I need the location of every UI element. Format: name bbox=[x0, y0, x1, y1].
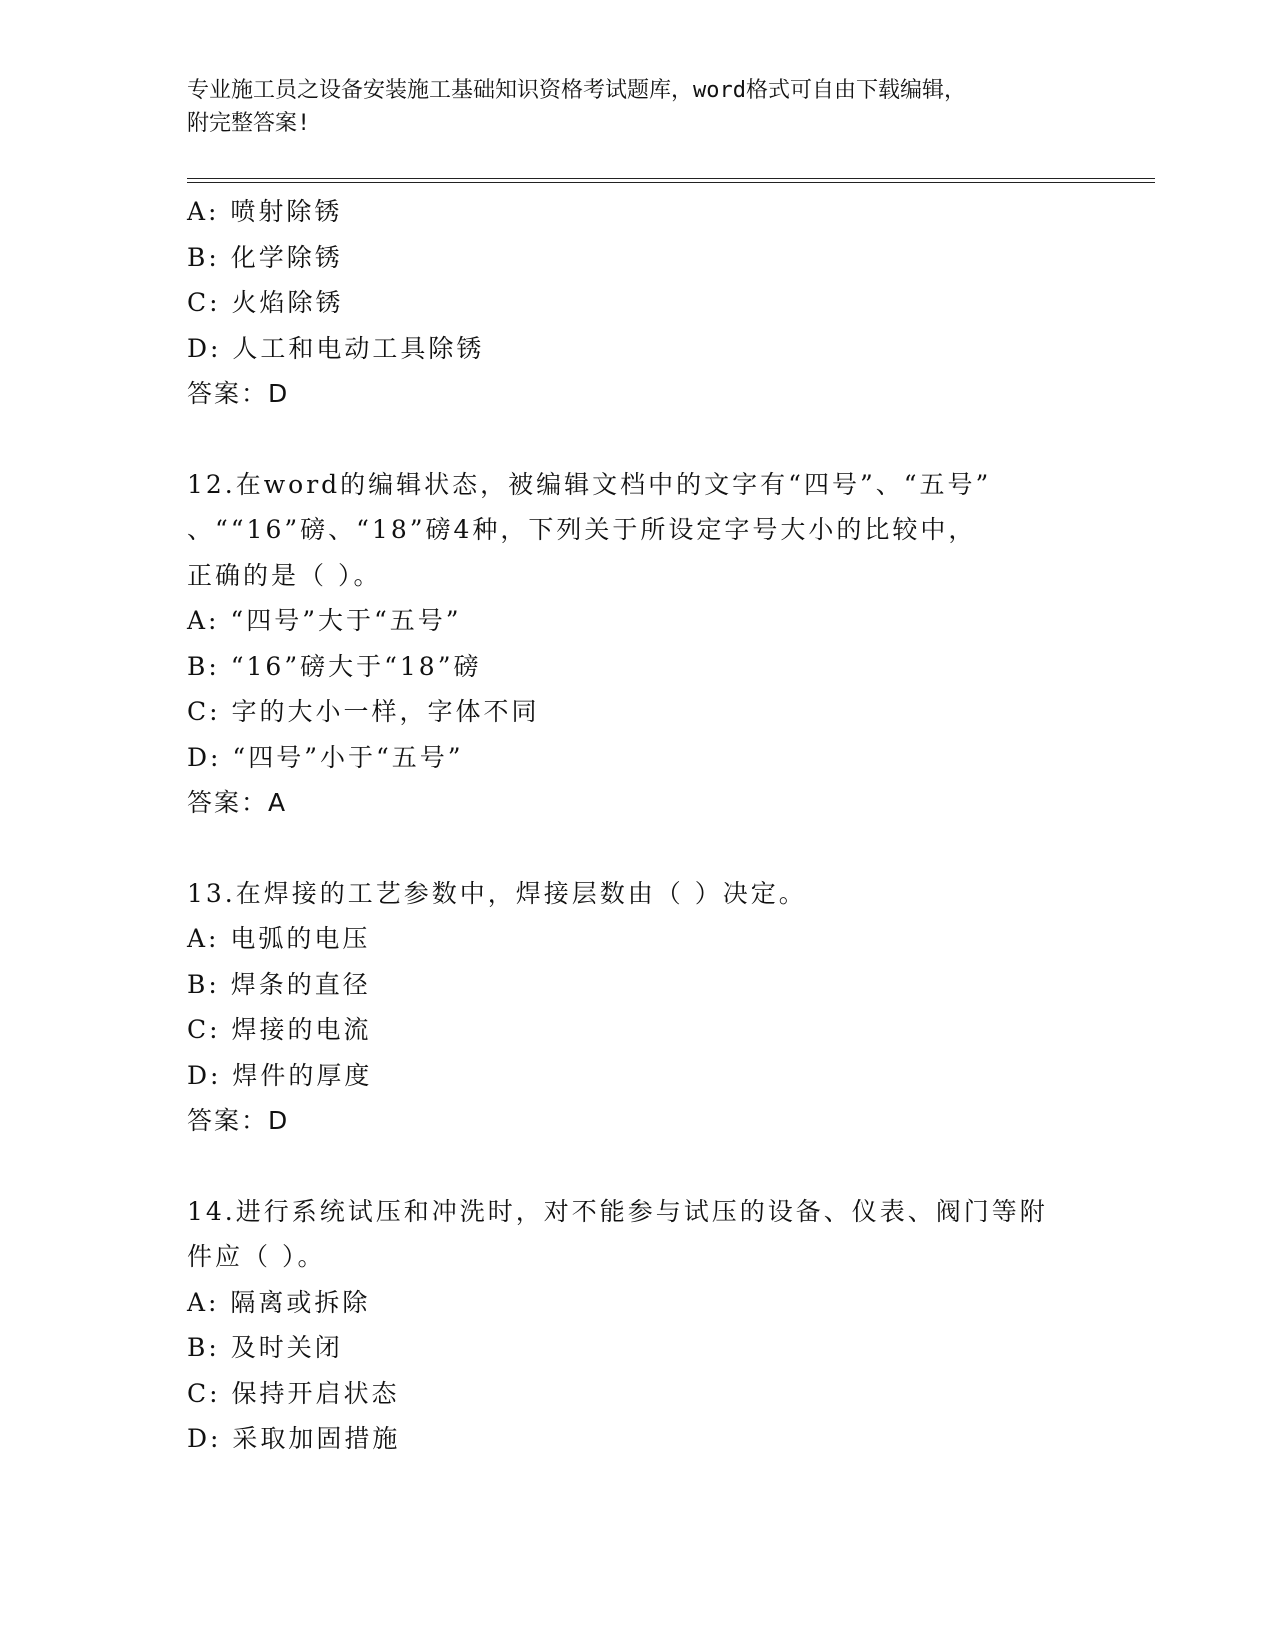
option-c: C: 焊接的电流 bbox=[187, 1015, 372, 1044]
option-d: D: 焊件的厚度 bbox=[187, 1060, 373, 1090]
question-stem-line: 12.在word的编辑状态，被编辑文档中的文字有“四号”、“五号” bbox=[187, 469, 992, 499]
header-line-1: 专业施工员之设备安装施工基础知识资格考试题库，word格式可自由下载编辑， bbox=[187, 78, 966, 103]
header-divider-top bbox=[187, 178, 1155, 179]
option-b: B: 焊条的直径 bbox=[187, 969, 371, 999]
option-d: D: “四号”小于“五号” bbox=[187, 742, 464, 772]
question-13 bbox=[187, 871, 1087, 1144]
question-stem-line: 14.进行系统试压和冲洗时，对不能参与试压的设备、仪表、阀门等附 bbox=[187, 1196, 1048, 1226]
answer: 答案：D bbox=[187, 1106, 290, 1135]
option-b: B: “16”磅大于“18”磅 bbox=[187, 651, 482, 681]
option-c: C: 保持开启状态 bbox=[187, 1378, 400, 1408]
answer: 答案：A bbox=[187, 788, 288, 817]
question-12 bbox=[187, 462, 1087, 826]
question-stem-line: 13.在焊接的工艺参数中，焊接层数由（ ）决定。 bbox=[187, 878, 807, 908]
option-d: D: 人工和电动工具除锈 bbox=[187, 333, 485, 363]
header-line-2: 附完整答案! bbox=[187, 111, 311, 136]
question-11 bbox=[187, 189, 1087, 417]
option-a: A: 电弧的电压 bbox=[187, 924, 371, 953]
question-stem-line: 正确的是（ ）。 bbox=[187, 560, 382, 590]
question-stem-line: 、““16”磅、“18”磅4种，下列关于所设定字号大小的比较中， bbox=[187, 515, 977, 544]
answer: 答案：D bbox=[187, 379, 290, 408]
option-d: D: 采取加固措施 bbox=[187, 1424, 401, 1453]
question-stem-line: 件应（ ）。 bbox=[187, 1242, 326, 1271]
option-a: A: 喷射除锈 bbox=[187, 197, 343, 226]
option-b: B: 及时关闭 bbox=[187, 1333, 343, 1362]
option-c: C: 火焰除锈 bbox=[187, 288, 344, 317]
question-14 bbox=[187, 1189, 1087, 1462]
option-a: A: “四号”大于“五号” bbox=[187, 606, 462, 635]
option-c: C: 字的大小一样，字体不同 bbox=[187, 697, 540, 726]
question-content bbox=[187, 189, 1087, 1462]
option-b: B: 化学除锈 bbox=[187, 242, 343, 272]
option-a: A: 隔离或拆除 bbox=[187, 1287, 371, 1317]
document-header bbox=[187, 74, 1067, 140]
header-divider-bottom bbox=[187, 182, 1155, 183]
